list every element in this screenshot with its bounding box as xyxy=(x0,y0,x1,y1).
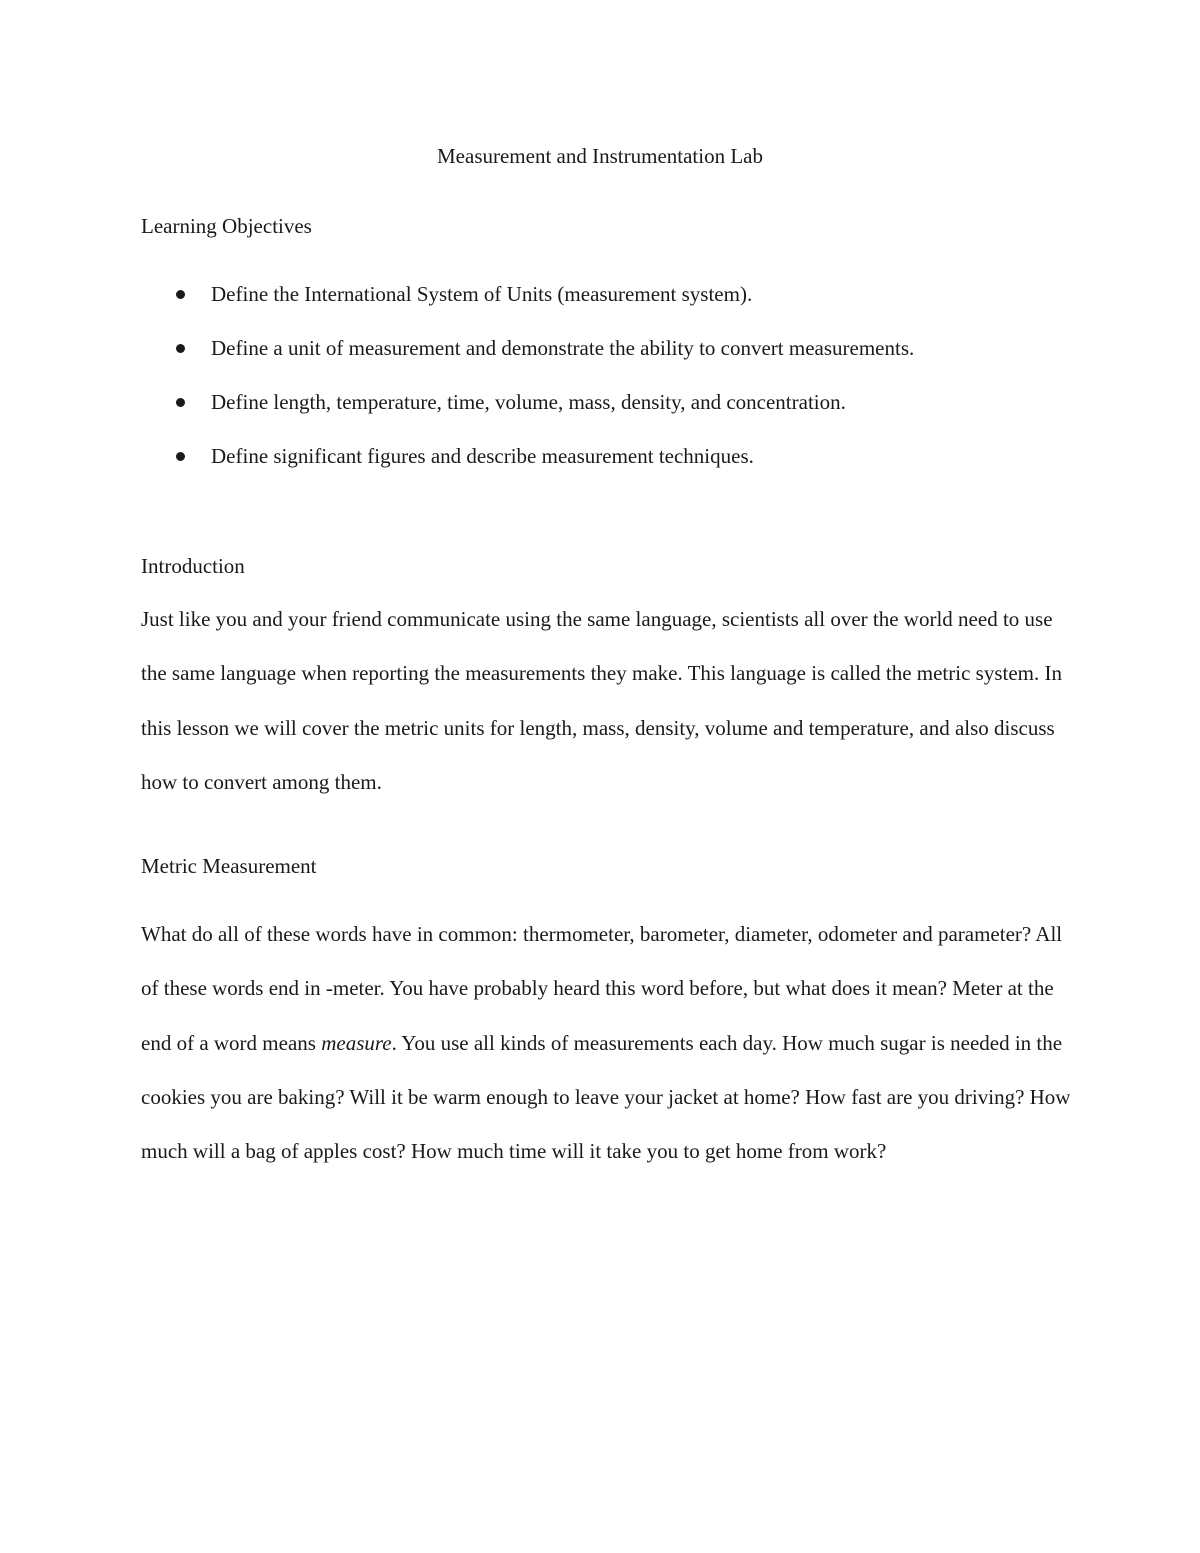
bullet-icon xyxy=(176,398,185,407)
list-item xyxy=(141,280,1081,334)
document-title: Measurement and Instrumentation Lab xyxy=(437,144,763,168)
metric-measurement-paragraph xyxy=(141,907,1071,1178)
emphasis-text: measure xyxy=(321,1030,392,1055)
bullet-icon xyxy=(176,290,185,299)
learning-objectives-heading: Learning Objectives xyxy=(141,214,312,238)
paragraph-text-before: What do all of these words have in common: thermometer, barometer, diameter, odometer and parameter? All of these words end in -meter. You have probably heard this word before, but what does it mean? Meter at the end of a word means xyxy=(141,922,1063,1055)
paragraph-text-after: . You use all kinds of measurements each day. How much sugar is needed in the cookies you are baking? Will it be warm enough to leave your jacket at home? How fast are you driving? How much will a bag of apples cost? How much time will it take you to get home from work? xyxy=(141,1030,1071,1164)
bullet-icon xyxy=(176,344,185,353)
introduction-heading: Introduction xyxy=(141,554,245,578)
list-item xyxy=(141,442,1081,496)
list-item xyxy=(141,334,1081,388)
objective-text: Define significant figures and describe measurement techniques. xyxy=(211,444,754,468)
metric-measurement-heading: Metric Measurement xyxy=(141,854,317,878)
objective-text: Define length, temperature, time, volume, mass, density, and concentration. xyxy=(211,390,846,414)
objective-text: Define a unit of measurement and demonstrate the ability to convert measurements. xyxy=(211,336,915,360)
bullet-icon xyxy=(176,452,185,461)
introduction-paragraph: Just like you and your friend communicate using the same language, scientists all over the world need to use the same language when reporting the measurements they make. This language is called the metric system. In this lesson we will cover the metric units for length, mass, density, volume and temperature, and also discuss how to convert among them. xyxy=(141,607,1062,794)
objective-text: Define the International System of Units (measurement system). xyxy=(211,282,753,306)
objectives-list xyxy=(141,280,1081,496)
list-item xyxy=(141,388,1081,442)
